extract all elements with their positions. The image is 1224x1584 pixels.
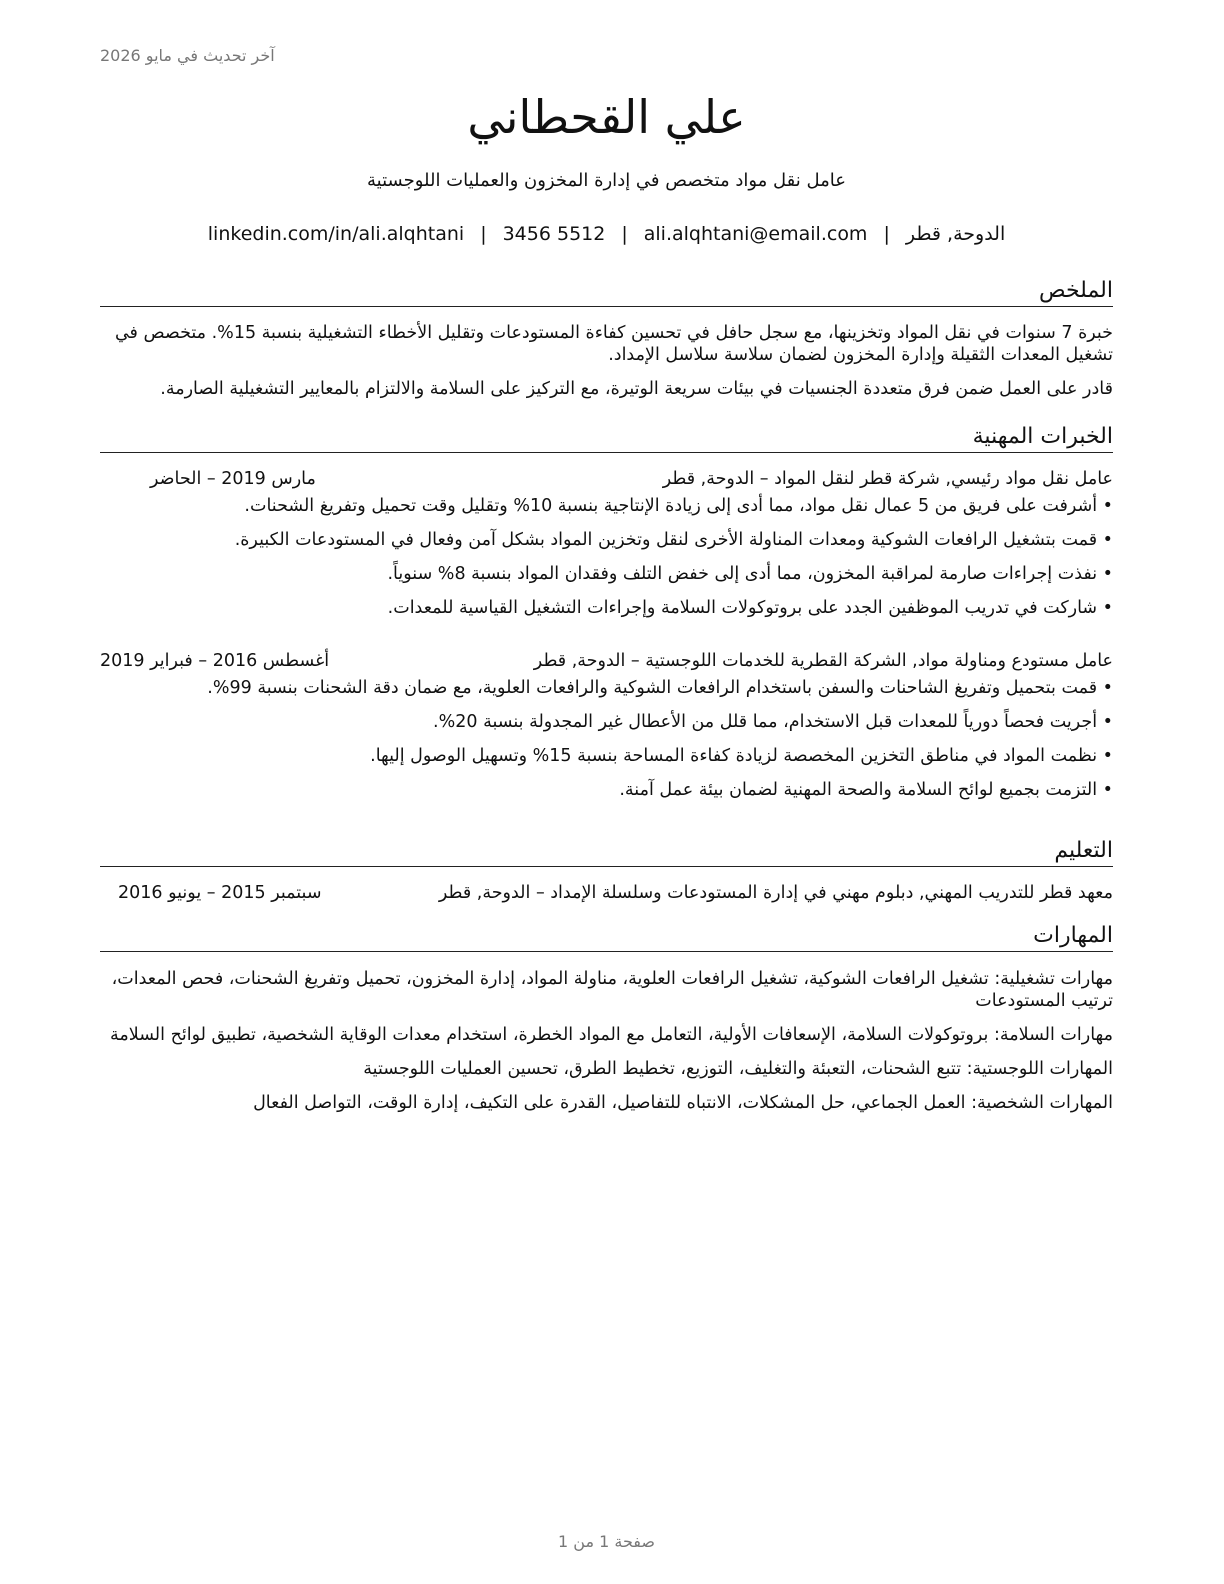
contact-location: الدوحة, قطر: [905, 223, 1006, 245]
section-title-skills: المهارات: [100, 921, 1113, 952]
education-dates: سبتمبر 2015 – يونيو 2016: [118, 883, 322, 903]
job-bullets: [100, 495, 1113, 619]
experience-section: [100, 422, 1113, 801]
job-dates: أغسطس 2016 – فبراير 2019: [100, 651, 330, 671]
job-bullet: • نفذت إجراءات صارمة لمراقبة المخزون، مما أدى إلى خفض التلف وفقدان المواد بنسبة 8% سنوياً.: [100, 563, 1113, 585]
job-bullet: • أشرفت على فريق من 5 عمال نقل مواد، مما أدى إلى زيادة الإنتاجية بنسبة 10% وتقليل وقت تحميل وتفريغ الشحنات.: [100, 495, 1113, 517]
job-bullet: • التزمت بجميع لوائح السلامة والصحة المهنية لضمان بيئة عمل آمنة.: [100, 779, 1113, 801]
skills-section: [100, 921, 1113, 1114]
job-bullet: • أجريت فحصاً دورياً للمعدات قبل الاستخدام، مما قلل من الأعطال غير المجدولة بنسبة 20%.: [100, 711, 1113, 733]
contact-email[interactable]: ali.alqhtani@email.com: [643, 223, 868, 245]
job-dates: مارس 2019 – الحاضر: [150, 469, 316, 489]
skills-item: المهارات اللوجستية: تتبع الشحنات، التعبئة والتغليف، التوزيع، تخطيط الطرق، تحسين العمليات اللوجستية: [363, 1059, 1113, 1079]
job-role: عامل مستودع ومناولة مواد, الشركة القطرية للخدمات اللوجستية – الدوحة, قطر: [533, 651, 1113, 671]
job-bullets: [100, 677, 1113, 801]
job-header: [100, 467, 1113, 491]
job-bullet: • قمت بتحميل وتفريغ الشاحنات والسفن باستخدام الرافعات الشوكية والرافعات العلوية، مع ضمان دقة الشحنات بنسبة 99%.: [100, 677, 1113, 699]
last-updated: آخر تحديث في مايو 2026: [100, 46, 275, 65]
section-title-summary: الملخص: [100, 276, 1113, 307]
skills-item: المهارات الشخصية: العمل الجماعي، حل المشكلات، الانتباه للتفاصيل، القدرة على التكيف، إدارة الوقت، التواصل الفعال: [253, 1093, 1113, 1113]
summary-paragraph: قادر على العمل ضمن فرق متعددة الجنسيات في بيئات سريعة الوتيرة، مع التركيز على السلامة والالتزام بالمعايير التشغيلية الصارمة.: [160, 379, 1113, 399]
education-entry: [100, 881, 1113, 905]
summary-section: [100, 276, 1113, 400]
education-institution: معهد قطر للتدريب المهني, دبلوم مهني في إدارة المستودعات وسلسلة الإمداد – الدوحة, قطر: [438, 883, 1113, 903]
contact-separator: |: [480, 223, 487, 245]
job-bullet: • نظمت المواد في مناطق التخزين المخصصة لزيادة كفاءة المساحة بنسبة 15% وتسهيل الوصول إليها.: [100, 745, 1113, 767]
skills-item: مهارات تشغيلية: تشغيل الرافعات الشوكية، تشغيل الرافعات العلوية، مناولة المواد، إدارة المخزون، تحميل وتفريغ الشحنات، فحص المعدات، ترتيب المستودعات: [111, 969, 1113, 1011]
contact-separator: |: [883, 223, 890, 245]
contact-phone: 3456 5512: [502, 223, 606, 245]
contact-linkedin[interactable]: linkedin.com/in/ali.alqhtani: [207, 223, 465, 245]
contact-separator: |: [621, 223, 628, 245]
job-bullet: • قمت بتشغيل الرافعات الشوكية ومعدات المناولة الأخرى لنقل وتخزين المواد بشكل آمن وفعال في المستودعات الكبيرة.: [100, 529, 1113, 551]
contact-line: [100, 223, 1113, 245]
candidate-title: عامل نقل مواد متخصص في إدارة المخزون والعمليات اللوجستية: [367, 170, 846, 191]
job-entry: [100, 649, 1113, 801]
job-header: [100, 649, 1113, 673]
job-role: عامل نقل مواد رئيسي, شركة قطر لنقل المواد – الدوحة, قطر: [662, 469, 1113, 489]
job-bullet: • شاركت في تدريب الموظفين الجدد على بروتوكولات السلامة وإجراءات التشغيل القياسية للمعدات.: [100, 597, 1113, 619]
candidate-name: علي القحطاني: [467, 90, 746, 144]
education-section: [100, 836, 1113, 905]
summary-paragraph: خبرة 7 سنوات في نقل المواد وتخزينها، مع سجل حافل في تحسين كفاءة المستودعات وتقليل الأخطاء التشغيلية بنسبة 15%. متخصص في تشغيل المعدات الثقيلة وإدارة المخزون لضمان سلاسة سلاسل الإمداد.: [114, 323, 1113, 365]
page-number: صفحة 1 من 1: [558, 1532, 655, 1551]
skills-item: مهارات السلامة: بروتوكولات السلامة، الإسعافات الأولية، التعامل مع المواد الخطرة، استخدام معدات الوقاية الشخصية، تطبيق لوائح السلامة: [110, 1025, 1113, 1045]
job-entry: [100, 467, 1113, 619]
section-title-experience: الخبرات المهنية: [100, 422, 1113, 453]
resume-page: [100, 0, 1113, 1584]
section-title-education: التعليم: [100, 836, 1113, 867]
